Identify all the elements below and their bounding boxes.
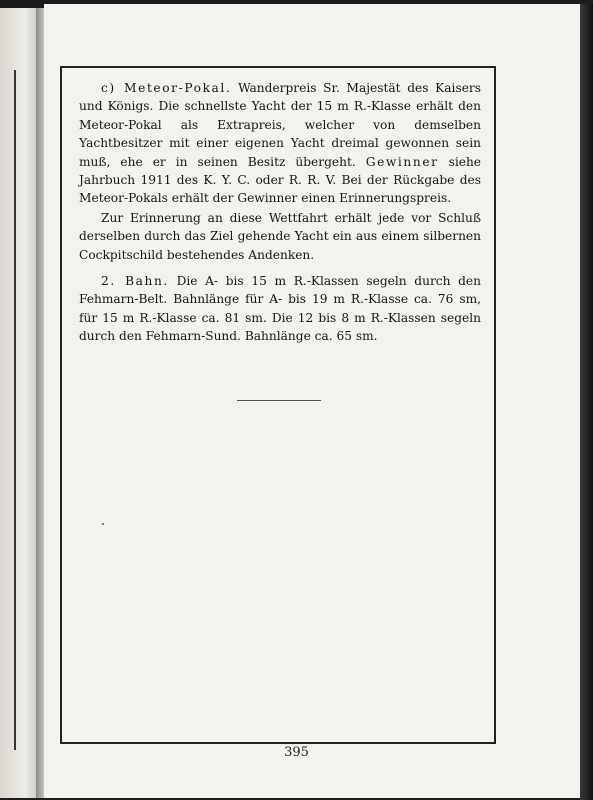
left-page-edge [0, 8, 40, 798]
meteor-pokal-text-continued: siehe Jahrbuch 1911 des K. Y. C. oder R. R. V. Bei der Rückgabe des Meteor-Pokals erhält der Gewinner einen Erinnerungspreis. [79, 154, 482, 206]
left-page-frame-rule [0, 70, 16, 750]
gewinner-word: Gewinner [365, 154, 439, 169]
paper-speck [102, 523, 104, 525]
paragraph-erinnerung [79, 209, 481, 264]
paragraph-bahn [79, 272, 481, 346]
page-body [79, 79, 481, 346]
right-page-edge [580, 4, 593, 800]
erinnerung-text: Zur Erinnerung an diese Wettfahrt erhält jede vor Schluß derselben durch das Ziel gehende Yacht ein aus einem silbernen Cockpitschild bestehendes Andenken. [79, 210, 481, 262]
section-label-bahn: 2. Bahn. [101, 274, 169, 289]
paragraph-meteor-pokal [79, 79, 481, 208]
section-divider-rule [237, 400, 321, 401]
section-label-meteor-pokal: c) Meteor-Pokal. [101, 81, 232, 95]
meteor-pokal-text: Wanderpreis Sr. Majestät des Kaisers und Königs. Die schnellste Yacht der 15 m R.-Klasse erhält den Meteor-Pokal als Extrapreis, welcher von demselben Yachtbesitzer mit einer eigenen Yacht dreimal gewonnen sein muß, ehe er in seinen Besitz übergeht. [79, 81, 482, 169]
page-number: 395 [284, 745, 309, 760]
bahn-text: Die A- bis 15 m R.-Klassen segeln durch den Fehmarn-Belt. Bahnlänge für A- bis 19 m R.-Klasse ca. 76 sm, für 15 m R.-Klasse ca. 81 sm. Die 12 bis 8 m R.-Klassen segeln durch den Fehmarn-Sund. Bahnlänge ca. 65 sm. [79, 274, 481, 344]
